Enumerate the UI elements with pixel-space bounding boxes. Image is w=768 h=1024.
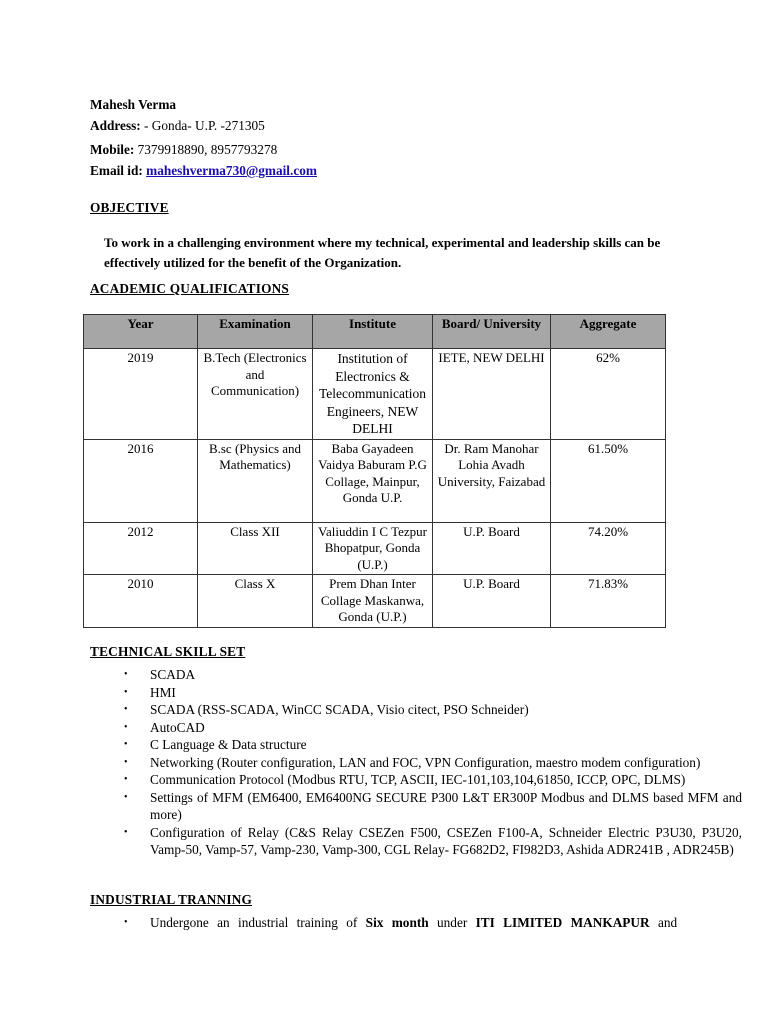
training-text: Undergone an industrial training of [150, 915, 366, 930]
table-row [84, 349, 666, 440]
list-item: • Networking (Router configuration, LAN and FOC, VPN Configuration, maestro modem configuration) [122, 754, 742, 772]
list-item: • HMI [122, 684, 742, 702]
institute-cell: Valiuddin I C Tezpur Bhopatpur, Gonda (U.P.) [313, 522, 433, 575]
email-label: Email id: [90, 163, 143, 178]
skills-list [122, 666, 742, 859]
training-company: ITI LIMITED MANKAPUR [475, 915, 650, 930]
exam-cell: Class X [198, 575, 313, 628]
exam-cell: B.sc (Physics and Mathematics) [198, 439, 313, 522]
list-item: • Communication Protocol (Modbus RTU, TCP, ASCII, IEC-101,103,104,61850, ICCP, OPC, DLMS) [122, 771, 742, 789]
column-header: Aggregate [551, 315, 666, 349]
list-item: • SCADA (RSS-SCADA, WinCC SCADA, Visio citect, PSO Schneider) [122, 701, 742, 719]
objective-heading: OBJECTIVE [90, 200, 169, 215]
objective-text: To work in a challenging environment where my technical, experimental and leadership skills can be effectively utilized for the benefit of the Organization. [104, 235, 661, 270]
aggregate-cell: 62% [551, 349, 666, 440]
board-cell: U.P. Board [433, 522, 551, 575]
board-cell: Dr. Ram Manohar Lohia Avadh University, Faizabad [433, 439, 551, 522]
column-header: Examination [198, 315, 313, 349]
academics-heading: ACADEMIC QUALIFICATIONS [90, 281, 290, 296]
address-label: Address: [90, 118, 141, 133]
list-item: • Configuration of Relay (C&S Relay CSEZen F500, CSEZen F100-A, Schneider Electric P3U30, P3U20, Vamp-50, Vamp-57, Vamp-230, Vamp-300, CGL Relay- FG682D2, FI982D3, Ashida ADR241B , ADR245B) [122, 824, 742, 859]
institute-cell: Baba Gayadeen Vaidya Baburam P.G Collage, Mainpur, Gonda U.P. [313, 439, 433, 522]
list-item: • AutoCAD [122, 719, 742, 737]
email-line [90, 162, 317, 179]
exam-cell: Class XII [198, 522, 313, 575]
skills-heading: TECHNICAL SKILL SET [90, 644, 246, 659]
mobile-label: Mobile: [90, 142, 135, 157]
training-duration: Six month [365, 915, 429, 930]
email-link[interactable]: maheshverma730@gmail.com [146, 163, 317, 178]
column-header: Institute [313, 315, 433, 349]
training-heading: INDUSTRIAL TRANNING [90, 892, 253, 907]
mobile-value: 7379918890, 8957793278 [134, 142, 278, 157]
candidate-name: Mahesh Verma [90, 97, 177, 112]
year-cell: 2016 [84, 439, 198, 522]
exam-cell: B.Tech (Electronics and Communication) [198, 349, 313, 440]
aggregate-cell: 74.20% [551, 522, 666, 575]
list-item: • Settings of MFM (EM6400, EM6400NG SECURE P300 L&T ER300P Modbus and DLMS based MFM and more) [122, 789, 742, 824]
board-cell: U.P. Board [433, 575, 551, 628]
year-cell: 2012 [84, 522, 198, 575]
institute-cell: Prem Dhan Inter Collage Maskanwa, Gonda (U.P.) [313, 575, 433, 628]
list-item: • SCADA [122, 666, 742, 684]
aggregate-cell: 71.83% [551, 575, 666, 628]
mobile-line [90, 141, 277, 158]
column-header: Board/ University [433, 315, 551, 349]
training-text: under [428, 915, 476, 930]
year-cell: 2010 [84, 575, 198, 628]
table-row [84, 522, 666, 575]
list-item: • C Language & Data structure [122, 736, 742, 754]
table-header-row [84, 315, 666, 349]
institute-cell: Institution of Electronics & Telecommunication Engineers, NEW DELHI [313, 349, 433, 440]
column-header: Year [84, 315, 198, 349]
table-row [84, 439, 666, 522]
year-cell: 2019 [84, 349, 198, 440]
board-cell: IETE, NEW DELHI [433, 349, 551, 440]
address-value: - Gonda- U.P. -271305 [140, 118, 265, 133]
address-line [90, 117, 265, 134]
academics-table [83, 314, 666, 628]
training-item [122, 914, 710, 931]
aggregate-cell: 61.50% [551, 439, 666, 522]
training-text: and [649, 915, 678, 930]
table-row [84, 575, 666, 628]
